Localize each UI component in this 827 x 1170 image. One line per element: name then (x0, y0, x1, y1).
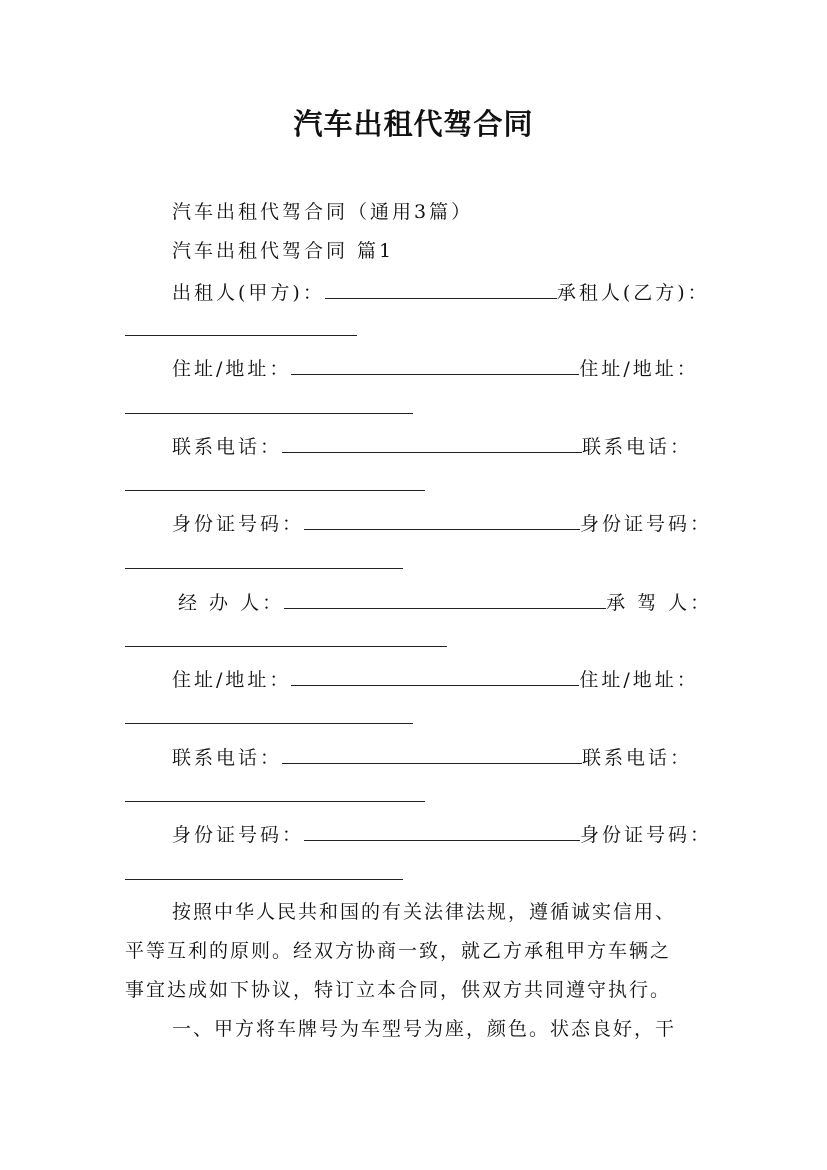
address2-label-right: 住址/地址： (579, 669, 699, 691)
driver-blank[interactable] (125, 646, 447, 647)
phone2-blank-left[interactable] (282, 744, 582, 764)
field-row-id-2 (172, 821, 712, 847)
id-blank-left[interactable] (304, 510, 580, 530)
section-heading: 汽车出租代驾合同 篇1 (172, 240, 395, 262)
id-blank-right[interactable] (125, 568, 403, 569)
id2-label-right: 身份证号码： (580, 824, 713, 846)
phone2-label-right: 联系电话： (582, 747, 693, 769)
address-label-left: 住址/地址： (172, 358, 292, 380)
address2-blank-left[interactable] (291, 666, 579, 686)
phone-blank-right[interactable] (125, 490, 425, 491)
phone2-label-left: 联系电话： (172, 747, 283, 769)
id-label-right: 身份证号码： (580, 513, 713, 535)
address-label-right: 住址/地址： (579, 358, 699, 380)
id2-label-left: 身份证号码： (172, 824, 305, 846)
phone2-blank-right[interactable] (125, 801, 425, 802)
paragraph-line-3: 事宜达成如下协议，特订立本合同，供双方共同遵守执行。 (125, 979, 672, 1001)
lessee-blank[interactable] (125, 335, 357, 336)
lessor-blank[interactable] (325, 279, 557, 299)
address2-label-left: 住址/地址： (172, 669, 292, 691)
id2-blank-left[interactable] (304, 821, 580, 841)
field-row-phone-2 (172, 744, 692, 770)
phone-label-right: 联系电话： (582, 436, 693, 458)
field-row-id-1 (172, 510, 712, 536)
driver-label: 承 驾 人： (606, 592, 713, 614)
id2-blank-right[interactable] (125, 879, 403, 880)
field-row-address-2 (172, 666, 699, 692)
handler-label: 经 办 人： (178, 592, 285, 614)
paragraph-line-2: 平等互利的原则。经双方协商一致，就乙方承租甲方车辆之 (125, 940, 672, 962)
document-subtitle: 汽车出租代驾合同（通用3篇） (172, 201, 474, 223)
phone-blank-left[interactable] (282, 433, 582, 453)
id-label-left: 身份证号码： (172, 513, 305, 535)
document-title: 汽车出租代驾合同 (293, 107, 534, 141)
address-blank-right[interactable] (125, 413, 413, 414)
field-row-handler (178, 589, 712, 615)
lessor-label: 出租人(甲方)： (172, 282, 325, 304)
field-row-lessor (172, 279, 710, 305)
field-row-address-1 (172, 355, 699, 381)
phone-label-left: 联系电话： (172, 436, 283, 458)
address-blank-left[interactable] (291, 355, 579, 375)
address2-blank-right[interactable] (125, 723, 413, 724)
paragraph-line-4: 一、甲方将车牌号为车型号为座，颜色。状态良好，干 (172, 1018, 677, 1040)
handler-blank[interactable] (284, 589, 606, 609)
lessee-label: 承租人(乙方)： (556, 282, 710, 304)
field-row-phone-1 (172, 433, 692, 459)
paragraph-line-1: 按照中华人民共和国的有关法律法规，遵循诚实信用、 (172, 901, 677, 923)
